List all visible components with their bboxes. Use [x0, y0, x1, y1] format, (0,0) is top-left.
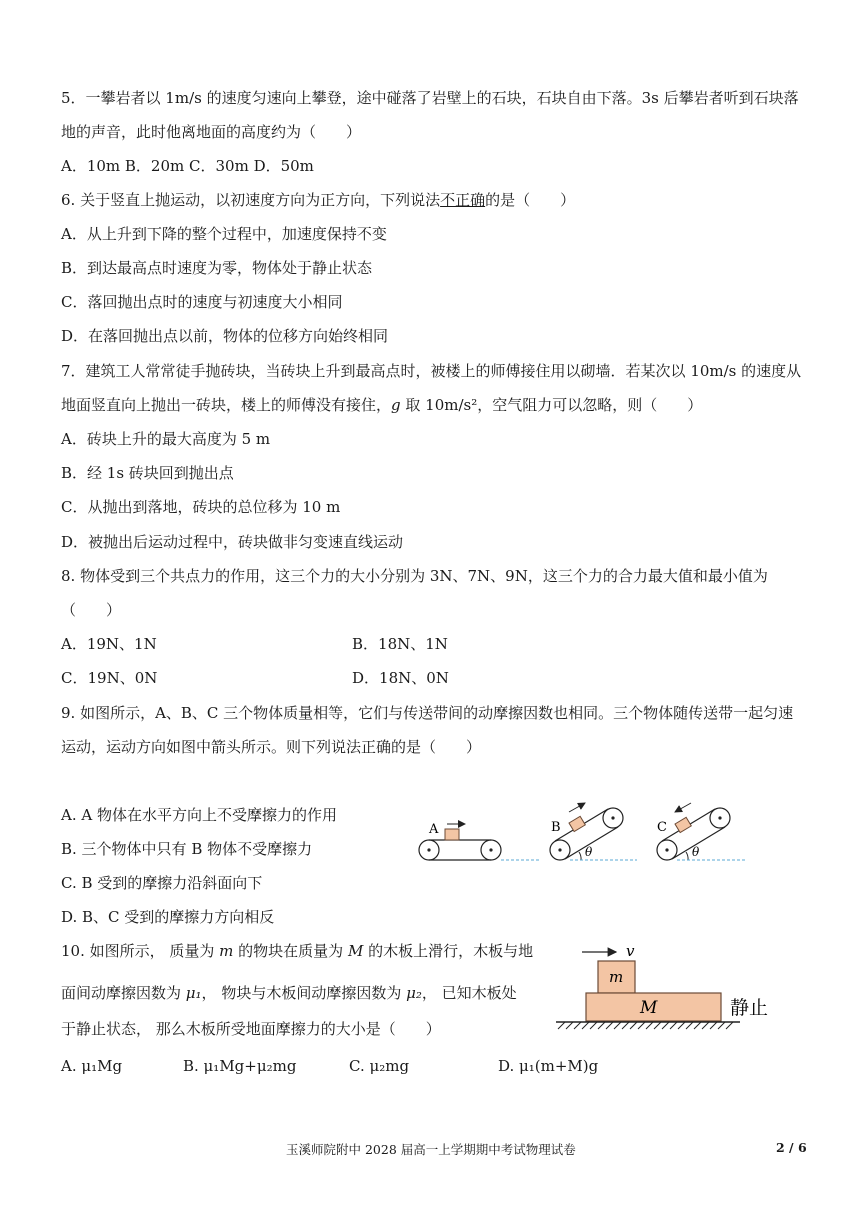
q7-option-a: A．砖块上升的最大高度为 5 m [61, 430, 271, 448]
arrow-b-icon [569, 803, 585, 812]
ground-hatching [558, 1022, 733, 1029]
block-b [569, 816, 585, 831]
q10-option-a: A. μ₁Mg [61, 1057, 123, 1075]
q10-stem-line2 [61, 983, 517, 1003]
q10-line2c: ， 已知木板处 [421, 984, 517, 1002]
q10-option-c: C. μ₂mg [349, 1057, 410, 1075]
q9-option-c: C. B 受到的摩擦力沿斜面向下 [61, 874, 263, 892]
q8-option-c: C．19N、0N [61, 669, 158, 687]
q7-line2b: 取 10m/s²，空气阻力可以忽略，则（ ） [400, 396, 703, 414]
q8-option-b: B．18N、1N [352, 635, 448, 653]
q10-line1c: 的木板上滑行，木板与地 [363, 942, 534, 960]
q10-mu1: μ₁ [185, 984, 202, 1002]
q10-stem-line3: 于静止状态， 那么木板所受地面摩擦力的大小是（ ） [61, 1020, 441, 1038]
q6-option-d: D．在落回抛出点以前，物体的位移方向始终相同 [61, 327, 389, 345]
q9-stem-line1: 9. 如图所示，A、B、C 三个物体质量相等，它们与传送带间的动摩擦因数也相同。三个物体随传送带一起匀速 [61, 704, 794, 722]
rest-label: 静止 [730, 997, 769, 1019]
arrow-c-icon [675, 803, 691, 812]
page-footer-title: 玉溪师院附中 2028 届高一上学期期中考试物理试卷 [286, 1142, 576, 1157]
block-m-label: m [609, 968, 624, 986]
q8-stem-line2: （ ） [61, 601, 122, 619]
q8-option-a: A．19N、1N [61, 635, 157, 653]
board-M-label: M [640, 998, 658, 1018]
theta-c: θ [692, 845, 700, 859]
block-c [675, 817, 691, 832]
label-c: C [657, 820, 667, 835]
q6-option-c: C．落回抛出点时的速度与初速度大小相同 [61, 293, 343, 311]
q5-options: A．10m B．20m C．30m D．50m [61, 157, 314, 175]
q10-m-symbol: m [219, 942, 234, 960]
q6-stem [61, 190, 575, 210]
q6-stem-underlined: 不正确 [440, 191, 486, 209]
q5-stem-line2: 地的声音，此时他离地面的高度约为（ ） [61, 123, 362, 141]
q6-stem-a: 6. 关于竖直上抛运动，以初速度方向为正方向，下列说法 [61, 191, 441, 209]
q7-stem-line1: 7．建筑工人常常徒手抛砖块，当砖块上升到最高点时，被楼上的师傅接住用以砌墙．若某次以 10m/s 的速度从 [61, 362, 802, 380]
label-b: B [551, 820, 561, 835]
q5-stem-line1: 5．一攀岩者以 1m/s 的速度匀速向上攀登，途中碰落了岩壁上的石块，石块自由下落。3s 后攀岩者听到石块落 [61, 89, 799, 107]
q7-option-d: D．被抛出后运动过程中，砖块做非匀变速直线运动 [61, 533, 404, 551]
theta-b: θ [585, 845, 593, 859]
q9-stem-line2: 运动，运动方向如图中箭头所示。则下列说法正确的是（ ） [61, 738, 482, 756]
q10-line2a: 面间动摩擦因数为 [61, 984, 186, 1002]
q9-conveyor-figure [405, 795, 750, 870]
q10-line2b: ， 物块与木板间动摩擦因数为 [201, 984, 407, 1002]
q10-block-board-figure [550, 935, 780, 1035]
q10-M-symbol: M [347, 942, 364, 960]
q10-stem-line1 [61, 941, 533, 961]
q7-option-c: C．从抛出到落地，砖块的总位移为 10 m [61, 498, 341, 516]
page-number: 2 / 6 [776, 1140, 807, 1155]
q6-option-a: A．从上升到下降的整个过程中，加速度保持不变 [61, 225, 387, 243]
q8-option-d: D．18N、0N [352, 669, 449, 687]
q10-option-d: D. μ₁(m+M)g [498, 1057, 599, 1075]
q7-line2a: 地面竖直向上抛出一砖块，楼上的师傅没有接住， [61, 396, 392, 414]
q8-stem-line1: 8. 物体受到三个共点力的作用，这三个力的大小分别为 3N、7N、9N，这三个力的合力最大值和最小值为 [61, 567, 768, 585]
q7-stem-line2 [61, 395, 702, 415]
belt-horizontal-a [419, 822, 501, 860]
label-a: A [429, 822, 439, 837]
block-a [445, 829, 459, 840]
q10-line1b: 的物块在质量为 [233, 942, 348, 960]
belt-incline-b [550, 803, 623, 860]
q10-option-b: B. μ₁Mg+μ₂mg [183, 1057, 297, 1075]
q6-stem-b: 的是（ ） [485, 191, 576, 209]
q6-option-b: B．到达最高点时速度为零，物体处于静止状态 [61, 259, 373, 277]
q7-g-symbol: g [391, 396, 401, 414]
velocity-label: v [626, 942, 635, 960]
q7-option-b: B．经 1s 砖块回到抛出点 [61, 464, 234, 482]
q9-option-a: A. A 物体在水平方向上不受摩擦力的作用 [61, 806, 337, 824]
belt-incline-c [657, 803, 730, 860]
q10-mu2: μ₂ [406, 984, 422, 1002]
q9-option-d: D. B、C 受到的摩擦力方向相反 [61, 908, 275, 926]
q9-option-b: B. 三个物体中只有 B 物体不受摩擦力 [61, 840, 313, 858]
q10-line1a: 10. 如图所示， 质量为 [61, 942, 220, 960]
